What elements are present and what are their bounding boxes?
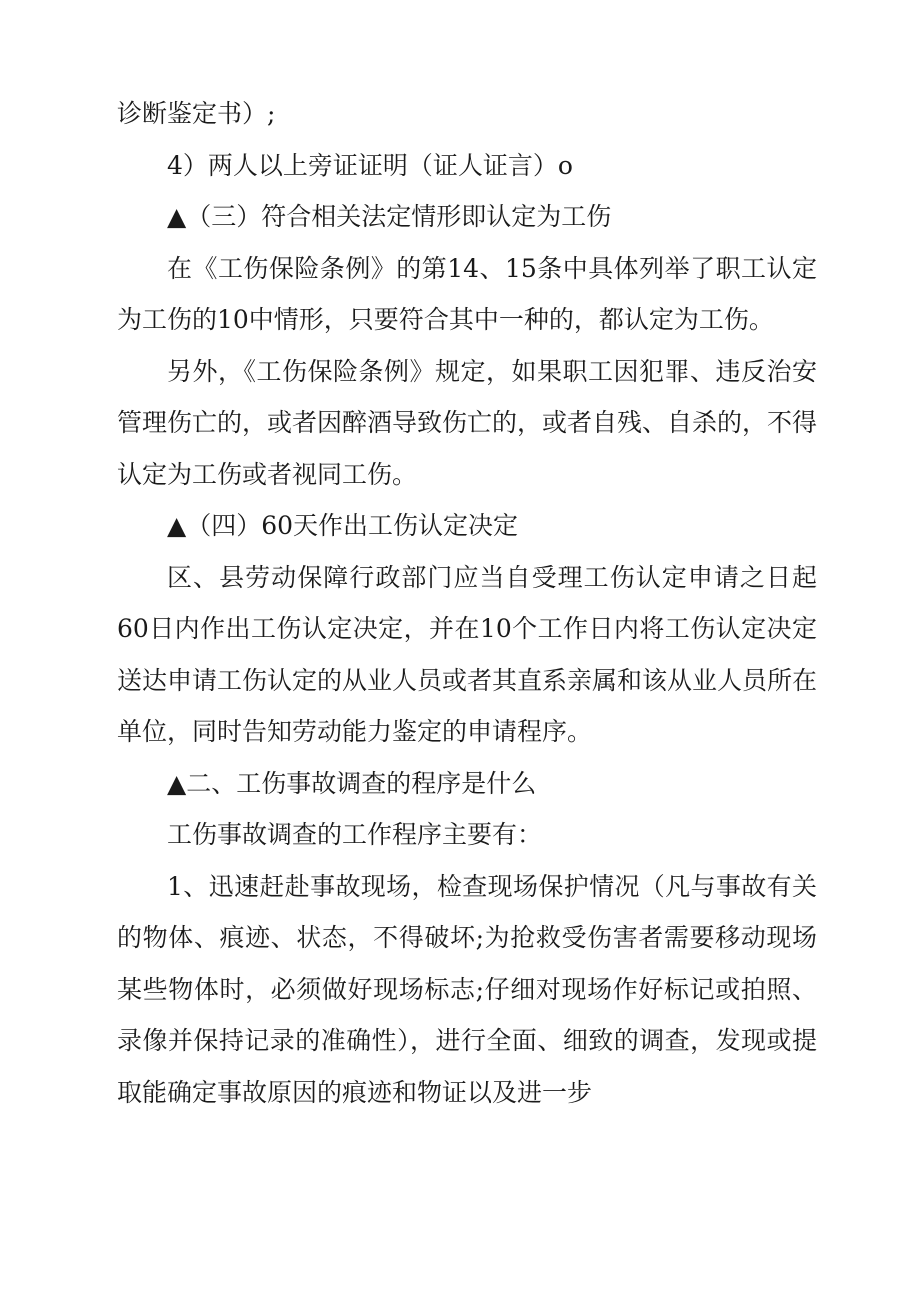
section-heading-8: ▲二、工伤事故调查的程序是什么 xyxy=(167,768,537,798)
paragraph-9: 工伤事故调查的工作程序主要有： xyxy=(167,820,543,849)
paragraph-5: 另外，《工伤保险条例》规定，如果职工因犯罪、违反治安管理伤亡的，或者因醉酒导致伤亡的，或者自残、自杀的，不得认定为工伤或者视同工伤。 xyxy=(117,356,818,489)
paragraph-4: 在《工伤保险条例》的第14、15条中具体列举了职工认定为工伤的10中情形，只要符合其中一种的，都认定为工伤。 xyxy=(117,253,817,334)
paragraph-10: 1、迅速赶赴事故现场，检查现场保护情况（凡与事故有关的物体、痕迹、状态，不得破坏;为抢救受伤害者需要移动现场某些物体时，必须做好现场标志;仔细对现场作好标记或拍照、录像并保持记录的准确性），进行全面、细致的调查，发现或提取能确定事故原因的痕迹和物证以及进一步 xyxy=(117,871,817,1107)
section-heading-3: ▲（三）符合相关法定情形即认定为工伤 xyxy=(167,202,612,231)
section-heading-6: ▲（四）60天作出工伤认定决定 xyxy=(167,511,519,540)
paragraph-7: 区、县劳动保障行政部门应当自受理工伤认定申请之日起60日内作出工伤认定决定，并在10个工作日内将工伤认定决定送达申请工伤认定的从业人员或者其直系亲属和该从业人员所在单位，同时告知劳动能力鉴定的申请程序。 xyxy=(117,562,818,746)
document-body xyxy=(117,88,817,1118)
paragraph-2: 4）两人以上旁证证明（证人证言）o xyxy=(167,150,573,180)
paragraph-1: 诊断鉴定书）; xyxy=(117,99,276,128)
